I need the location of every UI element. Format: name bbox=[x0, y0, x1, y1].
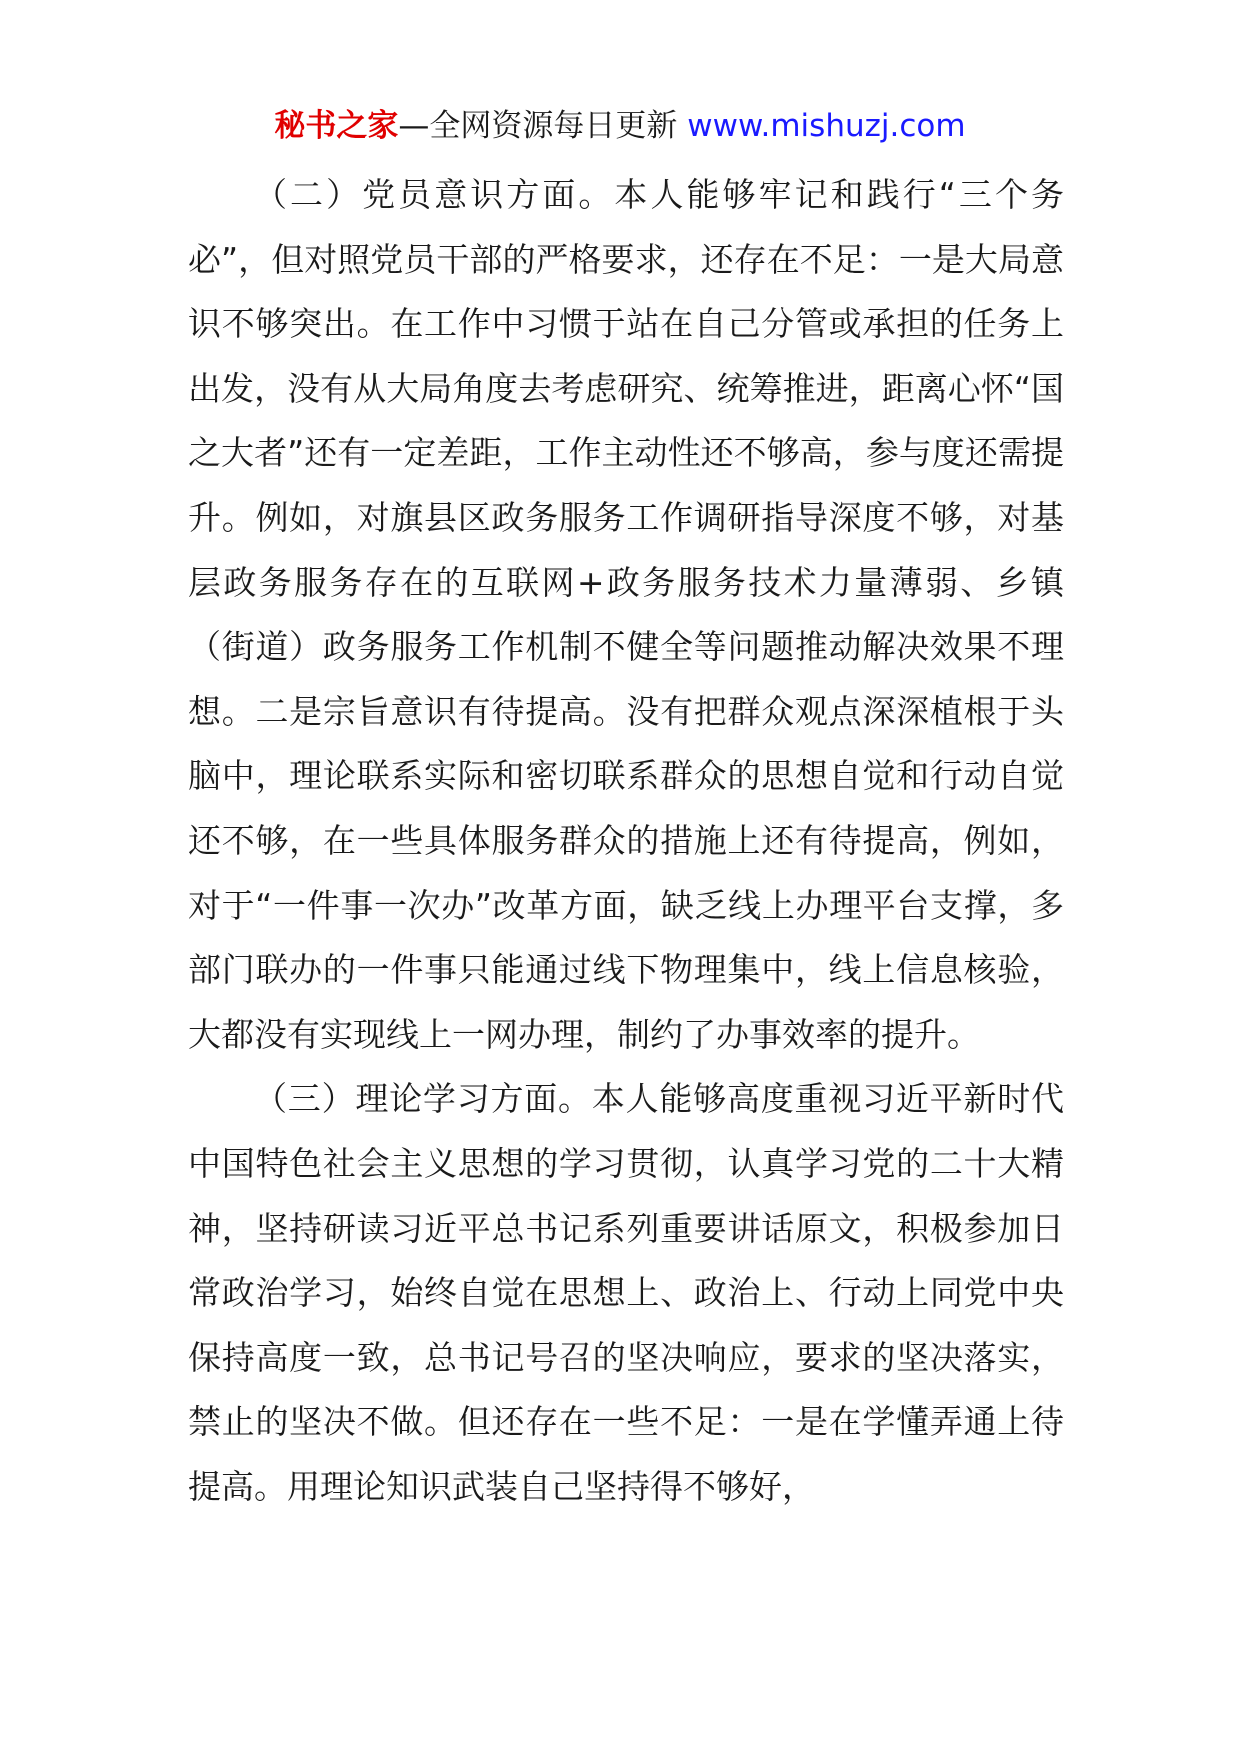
site-tagline: —全网资源每日更新 bbox=[398, 108, 688, 144]
site-url-link[interactable]: www.mishuzj.com bbox=[687, 108, 966, 144]
document-body bbox=[188, 163, 1064, 1519]
site-brand: 秘书之家 bbox=[274, 108, 399, 144]
site-header bbox=[0, 106, 1240, 146]
paragraph-theory-study: （三）理论学习方面。本人能够高度重视习近平新时代中国特色社会主义思想的学习贯彻，认真学习党的二十大精神，坚持研读习近平总书记系列重要讲话原文，积极参加日常政治学习，始终自觉在思想上、政治上、行动上同党中央保持高度一致，总书记号召的坚决响应，要求的坚决落实，禁止的坚决不做。但还存在一些不足：一是在学懂弄通上待提高。用理论知识武装自己坚持得不够好， bbox=[188, 1079, 1064, 1506]
paragraph-party-awareness: （二）党员意识方面。本人能够牢记和践行“三个务必”，但对照党员干部的严格要求，还存在不足：一是大局意识不够突出。在工作中习惯于站在自己分管或承担的任务上出发，没有从大局角度去考虑研究、统筹推进，距离心怀“国之大者”还有一定差距，工作主动性还不够高，参与度还需提升。例如，对旗县区政务服务工作调研指导深度不够，对基层政务服务存在的互联网+政务服务技术力量薄弱、乡镇（街道）政务服务工作机制不健全等问题推动解决效果不理想。二是宗旨意识有待提高。没有把群众观点深深植根于头脑中，理论联系实际和密切联系群众的思想自觉和行动自觉还不够，在一些具体服务群众的措施上还有待提高，例如，对于“一件事一次办”改革方面，缺乏线上办理平台支撑，多部门联办的一件事只能通过线下物理集中，线上信息核验，大都没有实现线上一网办理，制约了办事效率的提升。 bbox=[188, 175, 1064, 1054]
